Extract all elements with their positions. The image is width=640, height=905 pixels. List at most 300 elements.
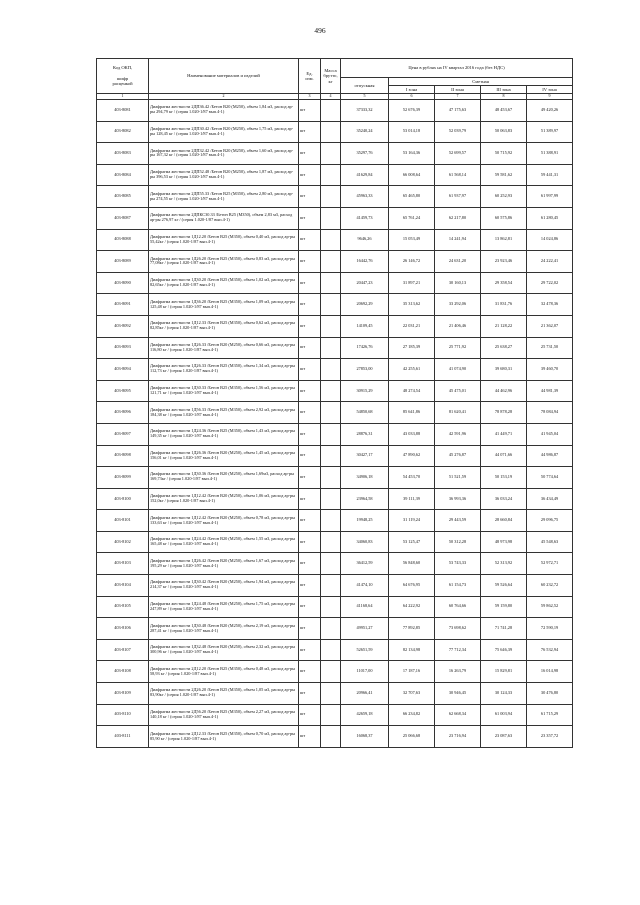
row-name: Диафрагма жесткости 1Д30.42 /Бетон В20 (М250), объем 1,94 м3, расход ар-ры 214,37 кг / (серия 1.020-1/87 вып.4-1) (149, 575, 299, 597)
row-zone-4-price: 52 972,71 (527, 553, 573, 575)
row-zone-3-price: 15 829,81 (481, 661, 527, 683)
row-release-price: 30427,17 (341, 445, 389, 467)
row-zone-1-price: 53 014,18 (389, 121, 435, 143)
row-zone-1-price: 64 676,95 (389, 575, 435, 597)
row-release-price: 23964,58 (341, 488, 389, 510)
row-zone-3-price: 59 159,80 (481, 596, 527, 618)
row-zone-1-price: 66 008,64 (389, 164, 435, 186)
row-mass (321, 531, 341, 553)
row-code: 403-8083 (97, 143, 149, 165)
table-row (97, 402, 573, 424)
row-name: Диафрагма жесткости 1Д12.42 /Бетон В20 (М250), объем 0,78 м3, расход ар-ры 133,63 кг / (серия 1.020-1/87 вып.4-1) (149, 510, 299, 532)
row-unit: шт (299, 726, 321, 748)
row-zone-1-price: 26 146,72 (389, 251, 435, 273)
row-zone-4-price: 45 548,63 (527, 531, 573, 553)
row-code: 403-8097 (97, 423, 149, 445)
row-name: Диафрагма жесткости 1Д12.20 /Бетон В25 (М350), объем 0,40 м3, расход ар-ры 55,42кг / (серия 1.020-1/87 вып.4-1) (149, 229, 299, 251)
row-zone-2-price: 45 276,87 (435, 445, 481, 467)
row-release-price: 20692,29 (341, 294, 389, 316)
row-mass (321, 618, 341, 640)
row-zone-4-price: 61 997,99 (527, 186, 573, 208)
row-mass (321, 229, 341, 251)
row-release-price: 49951,27 (341, 618, 389, 640)
row-mass (321, 445, 341, 467)
row-unit: шт (299, 229, 321, 251)
row-zone-1-price: 43 033,88 (389, 423, 435, 445)
row-name: Диафрагма жесткости 2ДПКС30.33 /Бетон В25 (М350), объем 2,83 м3, расход ар-ры 276,97 кг / (серия 1.020-1/87 вып.4-1) (149, 207, 299, 229)
table-row (97, 423, 573, 445)
row-mass (321, 402, 341, 424)
row-name: Диафрагма жесткости 1Д30.36 /Бетон В20 (М250), объем 1,69м3, расход ар-ры 169,73кг / (серия 1.020-1/87 вып.4-1) (149, 467, 299, 489)
row-zone-2-price: 61 937,97 (435, 186, 481, 208)
row-unit: шт (299, 100, 321, 122)
row-zone-4-price: 49 420,26 (527, 100, 573, 122)
col-number: 2 (149, 94, 299, 100)
row-zone-1-price: 15 053,49 (389, 229, 435, 251)
page-number: 496 (314, 26, 326, 35)
row-release-price: 54850,68 (341, 402, 389, 424)
row-zone-2-price: 81 620,41 (435, 402, 481, 424)
row-zone-1-price: 42 255,61 (389, 359, 435, 381)
row-zone-3-price: 48 453,67 (481, 100, 527, 122)
row-zone-4-price: 44 986,87 (527, 445, 573, 467)
row-zone-4-price: 29 096,75 (527, 510, 573, 532)
row-zone-2-price: 41 074,90 (435, 359, 481, 381)
row-release-price: 20966,41 (341, 683, 389, 705)
row-release-price: 34060,83 (341, 531, 389, 553)
row-zone-2-price: 50 312,28 (435, 531, 481, 553)
row-zone-3-price: 60 575,86 (481, 207, 527, 229)
row-zone-1-price: 22 031,21 (389, 315, 435, 337)
row-zone-1-price: 66 234,82 (389, 704, 435, 726)
row-mass (321, 315, 341, 337)
row-code: 403-8111 (97, 726, 149, 748)
table-row (97, 380, 573, 402)
row-zone-2-price: 25 771,92 (435, 337, 481, 359)
row-zone-2-price: 14 241,94 (435, 229, 481, 251)
header-price-title: Цена в рублях на IV квартал 2016 года (без НДС) (341, 59, 573, 78)
table-row (97, 596, 573, 618)
row-name: Диафрагма жесткости 2Д12.33 /Бетон В25 (М350), объем 0,70 м3, расход ар-ры 85,90 кг / (серия 1.020-1/87 вып.4-1) (149, 726, 299, 748)
table-row (97, 229, 573, 251)
row-unit: шт (299, 294, 321, 316)
table-row (97, 531, 573, 553)
row-release-price: 41474,10 (341, 575, 389, 597)
row-zone-4-price: 14 024,86 (527, 229, 573, 251)
row-zone-4-price: 36 434,49 (527, 488, 573, 510)
row-name: Диафрагма жесткости 1Д26.20 /Бетон В25 (М350), объем 0,83 м3, расход ар-ры 77,08кг / (серия 1.020-1/87 вып.4-1) (149, 251, 299, 273)
row-zone-4-price: 59 862,52 (527, 596, 573, 618)
header-mass: Масса брутто, кг (321, 59, 341, 94)
header-unit: Ед. изм. (299, 59, 321, 94)
row-unit: шт (299, 488, 321, 510)
row-code: 403-8101 (97, 510, 149, 532)
row-zone-3-price: 50 715,92 (481, 143, 527, 165)
row-release-price: 41629,84 (341, 164, 389, 186)
row-zone-4-price: 24 222,41 (527, 251, 573, 273)
price-table (96, 58, 573, 748)
row-release-price: 27853,00 (341, 359, 389, 381)
row-zone-4-price: 51 389,97 (527, 121, 573, 143)
row-zone-1-price: 47 890,62 (389, 445, 435, 467)
row-mass (321, 100, 341, 122)
col-number: 9 (527, 94, 573, 100)
row-zone-3-price: 41 449,71 (481, 423, 527, 445)
row-name: Диафрагма жесткости 1Д30.20 /Бетон В25 (М350), объем 1,02 м3, расход ар-ры 82,65кг / (серия 1.020-1/87 вып.4-1) (149, 272, 299, 294)
header-zone-4: IV зона (527, 86, 573, 94)
row-zone-1-price: 48 274,54 (389, 380, 435, 402)
header-release: отпускная (341, 78, 389, 94)
row-zone-4-price: 72 590,19 (527, 618, 573, 640)
row-zone-2-price: 61 568,14 (435, 164, 481, 186)
table-row (97, 726, 573, 748)
row-release-price: 11017,00 (341, 661, 389, 683)
row-name: Диафрагма жесткости 2ДП32.42 /Бетон В20 (М250), объем 1,60 м3, расход ар-ры 167,32 кг / (серия 1.020-1/87 вып.4-1) (149, 143, 299, 165)
row-zone-2-price: 30 946,45 (435, 683, 481, 705)
row-zone-3-price: 50 153,19 (481, 467, 527, 489)
row-code: 403-8099 (97, 467, 149, 489)
row-zone-1-price: 31 119,24 (389, 510, 435, 532)
table-row (97, 445, 573, 467)
row-name: Диафрагма жесткости 1Д24.36 /Бетон В25 (М350), объем 1,43 м3, расход ар-ры 149,35 кг / (серия 1.020-1/87 вып.4-1) (149, 423, 299, 445)
row-zone-1-price: 53 164,36 (389, 143, 435, 165)
row-unit: шт (299, 186, 321, 208)
row-zone-4-price: 23 357,72 (527, 726, 573, 748)
row-release-price: 20447,23 (341, 272, 389, 294)
row-mass (321, 359, 341, 381)
row-zone-3-price: 48 973,98 (481, 531, 527, 553)
row-zone-1-price: 65 465,80 (389, 186, 435, 208)
row-zone-2-price: 45 475,01 (435, 380, 481, 402)
col-number: 7 (435, 94, 481, 100)
row-zone-4-price: 78 084,94 (527, 402, 573, 424)
row-zone-1-price: 31 897,21 (389, 272, 435, 294)
row-zone-1-price: 65 761,24 (389, 207, 435, 229)
row-zone-4-price: 32 478,36 (527, 294, 573, 316)
row-name: Диафрагма жесткости 1Д24.48 /Бетон В20 (М250), объем 1,75 м3, расход ар-ры 247,89 кг / (серия 1.020-1/87 вып.4-1) (149, 596, 299, 618)
row-code: 403-8095 (97, 380, 149, 402)
row-unit: шт (299, 618, 321, 640)
table-row (97, 207, 573, 229)
row-zone-3-price: 36 033,24 (481, 488, 527, 510)
row-zone-3-price: 59 581,62 (481, 164, 527, 186)
row-zone-1-price: 53 125,47 (389, 531, 435, 553)
row-zone-3-price: 25 638,27 (481, 337, 527, 359)
row-zone-3-price: 13 862,81 (481, 229, 527, 251)
row-unit: шт (299, 596, 321, 618)
table-row (97, 121, 573, 143)
header-code: Код ОКП, шифр расценкой (97, 59, 149, 94)
row-release-price: 41459,73 (341, 207, 389, 229)
row-release-price: 52651,59 (341, 639, 389, 661)
row-zone-2-price: 77 712,34 (435, 639, 481, 661)
row-unit: шт (299, 423, 321, 445)
row-release-price: 37333,32 (341, 100, 389, 122)
row-zone-4-price: 51 388,91 (527, 143, 573, 165)
table-row (97, 704, 573, 726)
row-unit: шт (299, 704, 321, 726)
row-unit: шт (299, 143, 321, 165)
row-zone-4-price: 59 441,31 (527, 164, 573, 186)
table-row (97, 575, 573, 597)
table-row (97, 553, 573, 575)
row-name: Диафрагма жесткости 2ДП36.42 /Бетон В20 (М250), объем 1,84 м3, расход ар-ры 294,79 кг / (серия 1.020-1/87 вып.4-1) (149, 100, 299, 122)
row-zone-2-price: 62 668,34 (435, 704, 481, 726)
row-zone-3-price: 44 462,96 (481, 380, 527, 402)
row-zone-2-price: 52 039,79 (435, 121, 481, 143)
row-name: Диафрагма жесткости 2Д56.20 /Бетон В25 (М350), объем 2,27 м3, расход ар-ры 140,18 кг / (серия 1.020-1/87 вып.4-1) (149, 704, 299, 726)
row-zone-3-price: 39 680,31 (481, 359, 527, 381)
row-unit: шт (299, 315, 321, 337)
table-row (97, 683, 573, 705)
table-row (97, 337, 573, 359)
row-mass (321, 207, 341, 229)
table-row (97, 164, 573, 186)
row-unit: шт (299, 402, 321, 424)
header-zone-1: I зона (389, 86, 435, 94)
row-unit: шт (299, 251, 321, 273)
row-zone-3-price: 31 831,76 (481, 294, 527, 316)
col-number: 5 (341, 94, 389, 100)
row-unit: шт (299, 639, 321, 661)
row-unit: шт (299, 575, 321, 597)
row-zone-4-price: 50 774,64 (527, 467, 573, 489)
row-name: Диафрагма жесткости 2ДП55.33 /Бетон В25 (М350), объем 2,80 м3, расход ар-ры 274,55 кг / (серия 1.020-1/87 вып.4-1) (149, 186, 299, 208)
row-mass (321, 186, 341, 208)
row-mass (321, 488, 341, 510)
row-zone-1-price: 85 641,86 (389, 402, 435, 424)
row-name: Диафрагма жесткости 1Д12.42 /Бетон В20 (М250), объем 1,06 м3, расход ар-ры 152,0кг / (серия 1.020-1/87 вып.4-1) (149, 488, 299, 510)
row-code: 403-8087 (97, 207, 149, 229)
row-code: 403-8089 (97, 251, 149, 273)
row-release-price: 28876,31 (341, 423, 389, 445)
row-code: 403-8103 (97, 553, 149, 575)
row-zone-4-price: 44 981,39 (527, 380, 573, 402)
table-row (97, 143, 573, 165)
col-number: 4 (321, 94, 341, 100)
row-zone-3-price: 75 646,39 (481, 639, 527, 661)
row-zone-1-price: 77 892,85 (389, 618, 435, 640)
row-code: 403-8084 (97, 164, 149, 186)
row-zone-1-price: 82 134,98 (389, 639, 435, 661)
row-code: 403-8100 (97, 488, 149, 510)
row-zone-3-price: 23 923,46 (481, 251, 527, 273)
row-code: 403-8094 (97, 359, 149, 381)
row-unit: шт (299, 553, 321, 575)
row-zone-2-price: 24 631,20 (435, 251, 481, 273)
row-zone-4-price: 29 722,02 (527, 272, 573, 294)
row-name: Диафрагма жесткости 1Д26.42 /Бетон В20 (М250), объем 1,67 м3, расход ар-ры 195,29 кг / (серия 1.020-1/87 вып.4-1) (149, 553, 299, 575)
row-zone-4-price: 41 945,04 (527, 423, 573, 445)
row-zone-4-price: 21 362,07 (527, 315, 573, 337)
row-name: Диафрагма жесткости 1Д36.20 /Бетон В25 (М350), объем 1,09 м3, расход ар-ры 125,48 кг / (серия 1.020-1/87 вып.4-1) (149, 294, 299, 316)
table-row (97, 272, 573, 294)
row-zone-2-price: 51 521,59 (435, 467, 481, 489)
row-name: Диафрагма жесткости 1Д30.48 /Бетон В20 (М250), объем 2,19 м3, расход ар-ры 287,41 кг / (серия 1.020-1/87 вып.4-1) (149, 618, 299, 640)
row-mass (321, 575, 341, 597)
row-code: 403-8082 (97, 121, 149, 143)
row-zone-4-price: 16 014,98 (527, 661, 573, 683)
table-row (97, 467, 573, 489)
row-zone-3-price: 71 741,28 (481, 618, 527, 640)
row-zone-3-price: 59 526,64 (481, 575, 527, 597)
row-code: 403-8098 (97, 445, 149, 467)
row-mass (321, 510, 341, 532)
row-zone-3-price: 78 878,28 (481, 402, 527, 424)
row-zone-2-price: 53 743,33 (435, 553, 481, 575)
row-zone-2-price: 23 716,94 (435, 726, 481, 748)
row-zone-1-price: 35 313,62 (389, 294, 435, 316)
row-unit: шт (299, 380, 321, 402)
row-mass (321, 423, 341, 445)
row-mass (321, 337, 341, 359)
row-mass (321, 596, 341, 618)
col-number: 1 (97, 94, 149, 100)
row-unit: шт (299, 272, 321, 294)
row-unit: шт (299, 531, 321, 553)
row-zone-3-price: 50 063,83 (481, 121, 527, 143)
row-code: 403-8081 (97, 100, 149, 122)
row-release-price: 35240,24 (341, 121, 389, 143)
row-code: 403-8091 (97, 294, 149, 316)
row-name: Диафрагма жесткости 1Д24.42 /Бетон В20 (М250), объем 1,55 м3, расход ар-ры 165,48 кг / (серия 1.020-1/87 вып.4-1) (149, 531, 299, 553)
row-zone-2-price: 47 175,63 (435, 100, 481, 122)
row-unit: шт (299, 164, 321, 186)
row-release-price: 9646,26 (341, 229, 389, 251)
row-zone-4-price: 76 532,94 (527, 639, 573, 661)
row-name: Диафрагма жесткости 1Д12.33 /Бетон В25 (М350), объем 0,62 м3, расход ар-ры 82,85кг / (серия 1.020-1/87 вып.4-1) (149, 315, 299, 337)
row-unit: шт (299, 661, 321, 683)
table-row (97, 661, 573, 683)
row-zone-3-price: 61 003,94 (481, 704, 527, 726)
row-zone-3-price: 52 313,92 (481, 553, 527, 575)
row-release-price: 36412,59 (341, 553, 389, 575)
row-code: 403-8104 (97, 575, 149, 597)
row-unit: шт (299, 510, 321, 532)
row-name: Диафрагма жесткости 1Д26.33 /Бетон В20 (М250), объем 0,66 м3, расход ар-ры 116,80 кг / (серия 1.020-1/87 вып.4-1) (149, 337, 299, 359)
row-mass (321, 164, 341, 186)
row-zone-3-price: 28 660,84 (481, 510, 527, 532)
row-code: 403-8106 (97, 618, 149, 640)
row-code: 403-8088 (97, 229, 149, 251)
row-zone-1-price: 64 222,92 (389, 596, 435, 618)
table-row (97, 186, 573, 208)
row-mass (321, 553, 341, 575)
header-zone-2: II зона (435, 86, 481, 94)
row-name: Диафрагма жесткости 1Д26.36 /Бетон В20 (М250), объем 1,45 м3, расход ар-ры 156,01 кг / (серия 1.020-1/87 вып.4-1) (149, 445, 299, 467)
row-mass (321, 143, 341, 165)
row-release-price: 45963,33 (341, 186, 389, 208)
table-row (97, 359, 573, 381)
row-code: 403-8110 (97, 704, 149, 726)
row-zone-2-price: 36 993,36 (435, 488, 481, 510)
row-zone-2-price: 52 699,57 (435, 143, 481, 165)
row-zone-3-price: 21 128,22 (481, 315, 527, 337)
row-zone-4-price: 30 476,80 (527, 683, 573, 705)
row-code: 403-8107 (97, 639, 149, 661)
row-code: 403-8090 (97, 272, 149, 294)
row-unit: шт (299, 467, 321, 489)
row-zone-2-price: 33 292,06 (435, 294, 481, 316)
row-zone-4-price: 39 460,70 (527, 359, 573, 381)
table-row (97, 315, 573, 337)
table-row (97, 618, 573, 640)
row-zone-2-price: 60 764,66 (435, 596, 481, 618)
row-zone-4-price: 61 715,29 (527, 704, 573, 726)
row-zone-1-price: 17 187,16 (389, 661, 435, 683)
header-name: Наименование материалов и изделий (149, 59, 299, 94)
header-estimate: Сметная (389, 78, 573, 86)
row-code: 403-8108 (97, 661, 149, 683)
row-name: Диафрагма жесткости 2Д12.20 /Бетон В25 (М350), объем 0,48 м3, расход ар-ры 58,93 кг / (серия 1.020-1/87 вып.4-1) (149, 661, 299, 683)
row-zone-2-price: 42 591,96 (435, 423, 481, 445)
row-name: Диафрагма жесткости 2Д26.20 /Бетон В25 (М350), объем 1,05 м3, расход ар-ры 83,90кг / (серия 1.020-1/87 вып.4-1) (149, 683, 299, 705)
row-zone-1-price: 54 453,70 (389, 467, 435, 489)
row-release-price: 16442,76 (341, 251, 389, 273)
row-mass (321, 380, 341, 402)
row-mass (321, 704, 341, 726)
row-zone-2-price: 61 154,73 (435, 575, 481, 597)
row-code: 403-8109 (97, 683, 149, 705)
table-row (97, 639, 573, 661)
row-unit: шт (299, 683, 321, 705)
row-zone-1-price: 25 066,68 (389, 726, 435, 748)
row-name: Диафрагма жесткости 1Д30.33 /Бетон В25 (М350), объем 1,56 м3, расход ар-ры 121,71 кг / (серия 1.020-1/87 вып.4-1) (149, 380, 299, 402)
row-release-price: 34906,18 (341, 467, 389, 489)
row-zone-4-price: 25 731,50 (527, 337, 573, 359)
row-name: Диафрагма жесткости 1Д26.33 /Бетон В25 (М350), объем 1,34 м3, расход ар-ры 112,73 кг / (серия 1.020-1/87 вып.4-1) (149, 359, 299, 381)
row-release-price: 35297,76 (341, 143, 389, 165)
row-name: Диафрагма жесткости 1Д56.33 /Бетон В25 (М350), объем 2,92 м3, расход ар-ры 184,38 кг / (серия 1.020-1/87 вып.4-1) (149, 402, 299, 424)
row-unit: шт (299, 359, 321, 381)
row-release-price: 30915,29 (341, 380, 389, 402)
row-zone-4-price: 60 232,72 (527, 575, 573, 597)
row-zone-1-price: 39 111,39 (389, 488, 435, 510)
row-release-price: 41168,64 (341, 596, 389, 618)
row-release-price: 14109,45 (341, 315, 389, 337)
row-zone-1-price: 32 707,63 (389, 683, 435, 705)
row-name: Диафрагма жесткости 2ДП30.42 /Бетон В20 (М250), объем 1,75 м3, расход ар-ры 128,45 кг / (серия 1.020-1/87 вып.4-1) (149, 121, 299, 143)
row-code: 403-8096 (97, 402, 149, 424)
row-zone-2-price: 30 160,13 (435, 272, 481, 294)
row-zone-3-price: 30 124,33 (481, 683, 527, 705)
row-mass (321, 121, 341, 143)
row-zone-1-price: 56 848,60 (389, 553, 435, 575)
row-zone-4-price: 61 280,45 (527, 207, 573, 229)
table-row (97, 510, 573, 532)
table-row (97, 294, 573, 316)
row-unit: шт (299, 337, 321, 359)
row-release-price: 42659,18 (341, 704, 389, 726)
table-row (97, 488, 573, 510)
table-row (97, 100, 573, 122)
row-zone-2-price: 21 406,46 (435, 315, 481, 337)
row-zone-2-price: 73 698,62 (435, 618, 481, 640)
row-code: 403-8092 (97, 315, 149, 337)
row-mass (321, 661, 341, 683)
row-zone-3-price: 23 087,63 (481, 726, 527, 748)
header-zone-3: III зона (481, 86, 527, 94)
row-zone-1-price: 27 185,39 (389, 337, 435, 359)
table-row (97, 251, 573, 273)
row-code: 403-8093 (97, 337, 149, 359)
row-release-price: 19948,25 (341, 510, 389, 532)
row-mass (321, 639, 341, 661)
row-code: 403-8105 (97, 596, 149, 618)
row-mass (321, 726, 341, 748)
row-mass (321, 467, 341, 489)
row-code: 403-8085 (97, 186, 149, 208)
